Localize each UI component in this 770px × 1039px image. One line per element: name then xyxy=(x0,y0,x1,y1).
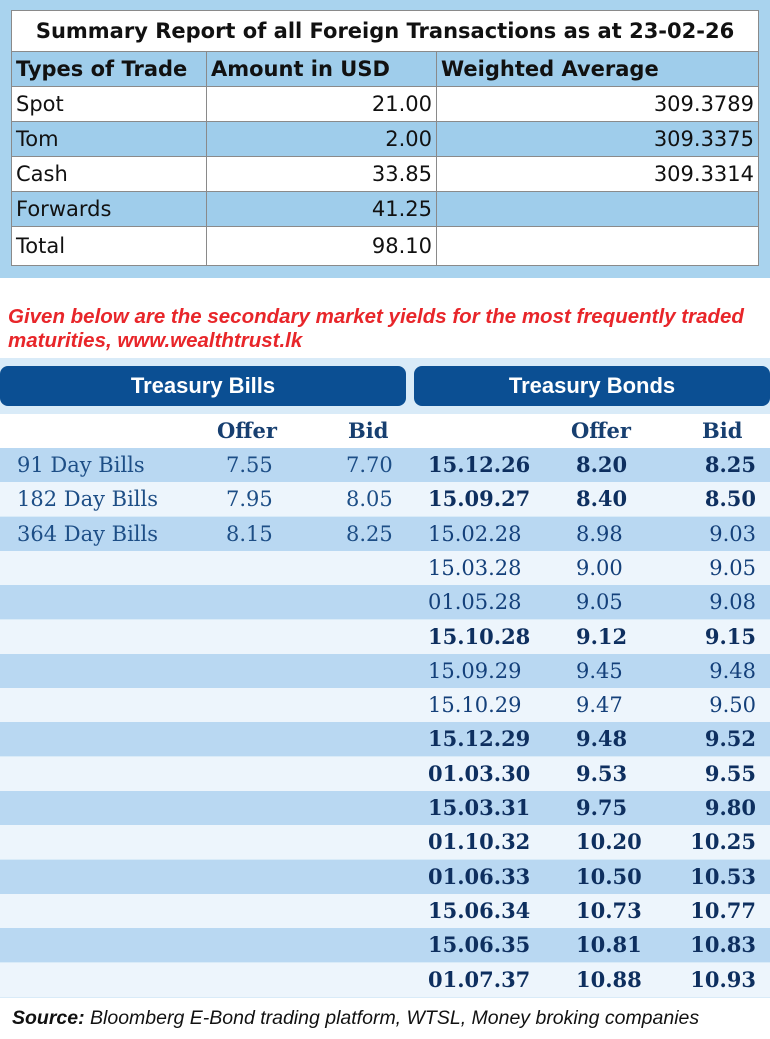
bond-offer: 9.48 xyxy=(576,726,628,752)
header-types-of-trade: Types of Trade xyxy=(12,52,207,87)
bond-offer: 10.20 xyxy=(576,829,642,855)
yield-row xyxy=(0,894,770,928)
bill-bid: 7.70 xyxy=(346,453,393,477)
yield-row xyxy=(0,757,770,791)
yield-row xyxy=(0,791,770,825)
bonds-bid-header: Bid xyxy=(702,418,743,443)
yield-row xyxy=(0,517,770,551)
trade-type: Cash xyxy=(12,157,207,192)
yield-row xyxy=(0,688,770,722)
yields-panel xyxy=(0,358,770,998)
trade-type: Total xyxy=(12,227,207,266)
bill-name: 364 Day Bills xyxy=(17,521,159,546)
bond-offer: 9.45 xyxy=(576,658,623,683)
bill-name: 182 Day Bills xyxy=(17,487,159,512)
yield-row xyxy=(0,482,770,516)
header-amount-usd: Amount in USD xyxy=(207,52,437,87)
bond-offer: 8.98 xyxy=(576,521,623,546)
report-row xyxy=(12,122,759,157)
bond-offer: 10.50 xyxy=(576,863,642,889)
report-row xyxy=(12,87,759,122)
bond-bid: 9.55 xyxy=(704,760,756,786)
bills-offer-header: Offer xyxy=(217,418,277,443)
bill-offer: 7.95 xyxy=(226,487,273,512)
bill-bid: 8.05 xyxy=(346,487,393,512)
bond-maturity: 15.12.26 xyxy=(428,452,531,477)
bond-bid: 8.25 xyxy=(704,452,756,477)
header-weighted-average: Weighted Average xyxy=(437,52,759,87)
trade-weighted-average: 309.3789 xyxy=(437,87,759,122)
intro-text: Given below are the secondary market yields for the most frequently traded maturities, www.wealthtrust.lk xyxy=(8,305,744,352)
bond-maturity: 01.07.37 xyxy=(428,966,531,992)
trade-type: Tom xyxy=(12,122,207,157)
bond-bid: 10.77 xyxy=(690,897,756,923)
bond-offer: 10.88 xyxy=(576,966,642,992)
trade-weighted-average xyxy=(437,227,759,266)
yield-row xyxy=(0,825,770,859)
bond-bid: 10.25 xyxy=(690,829,756,855)
bond-maturity: 01.03.30 xyxy=(428,760,531,786)
bond-offer: 10.73 xyxy=(576,897,642,923)
bill-bid: 8.25 xyxy=(346,521,393,546)
report-title-row xyxy=(12,11,759,52)
bills-bid-header: Bid xyxy=(348,418,389,443)
bond-maturity: 15.09.27 xyxy=(428,486,531,512)
bond-offer: 9.12 xyxy=(576,623,628,649)
trade-weighted-average xyxy=(437,192,759,227)
bond-bid: 9.15 xyxy=(704,623,756,649)
source-text: Bloomberg E-Bond trading platform, WTSL, Money broking companies xyxy=(84,1007,700,1029)
bond-offer: 8.40 xyxy=(576,486,628,512)
source-label: Source: xyxy=(12,1007,85,1029)
bill-name: 91 Day Bills xyxy=(17,453,145,477)
trade-amount: 21.00 xyxy=(207,87,437,122)
bond-bid: 9.52 xyxy=(704,726,756,752)
bond-maturity: 15.09.29 xyxy=(428,658,522,683)
yield-row xyxy=(0,620,770,654)
bond-bid: 8.50 xyxy=(704,486,756,512)
report-total-row xyxy=(12,227,759,266)
bond-bid: 9.08 xyxy=(709,590,756,615)
yields-column-header-row xyxy=(0,414,770,448)
bond-maturity: 15.02.28 xyxy=(428,521,522,546)
bill-offer: 7.55 xyxy=(226,453,273,477)
bond-bid: 10.53 xyxy=(690,863,756,889)
bond-maturity: 15.06.34 xyxy=(428,897,531,923)
yield-row xyxy=(0,928,770,962)
bonds-offer-header: Offer xyxy=(571,418,631,443)
bond-bid: 10.83 xyxy=(690,932,756,958)
bond-bid: 9.50 xyxy=(709,693,756,718)
trade-amount: 33.85 xyxy=(207,157,437,192)
yield-row xyxy=(0,585,770,619)
summary-report xyxy=(0,0,770,278)
trade-amount: 2.00 xyxy=(207,122,437,157)
bond-maturity: 01.05.28 xyxy=(428,590,522,615)
report-title: Summary Report of all Foreign Transactions as at 23-02-26 xyxy=(12,11,759,52)
trade-type: Forwards xyxy=(12,192,207,227)
yield-row xyxy=(0,654,770,688)
bond-offer: 9.53 xyxy=(576,760,628,786)
bond-maturity: 15.10.29 xyxy=(428,693,522,718)
yield-row xyxy=(0,963,770,997)
trade-weighted-average: 309.3375 xyxy=(437,122,759,157)
report-header-row xyxy=(12,52,759,87)
bond-offer: 9.00 xyxy=(576,555,623,580)
bond-offer: 9.47 xyxy=(576,693,623,718)
bond-maturity: 15.12.29 xyxy=(428,726,531,752)
report-row xyxy=(12,157,759,192)
bond-maturity: 15.03.28 xyxy=(428,555,522,580)
yield-row xyxy=(0,448,770,482)
treasury-bonds-header: Treasury Bonds xyxy=(414,366,770,406)
trade-type: Spot xyxy=(12,87,207,122)
bond-offer: 10.81 xyxy=(576,932,642,958)
bond-offer: 9.75 xyxy=(576,795,628,820)
bond-bid: 9.80 xyxy=(704,795,756,820)
bond-maturity: 15.06.35 xyxy=(428,932,531,958)
yield-row xyxy=(0,551,770,585)
bill-offer: 8.15 xyxy=(226,521,273,546)
bond-bid: 10.93 xyxy=(690,966,756,992)
bond-maturity: 01.10.32 xyxy=(428,829,531,855)
yield-row xyxy=(0,722,770,756)
summary-table xyxy=(11,10,759,266)
treasury-bills-header: Treasury Bills xyxy=(0,366,406,406)
bond-bid: 9.03 xyxy=(709,521,756,546)
bond-bid: 9.05 xyxy=(709,555,756,580)
trade-weighted-average: 309.3314 xyxy=(437,157,759,192)
bond-bid: 9.48 xyxy=(709,658,756,683)
bond-offer: 8.20 xyxy=(576,452,628,477)
yield-row xyxy=(0,860,770,894)
trade-amount: 41.25 xyxy=(207,192,437,227)
bond-maturity: 15.10.28 xyxy=(428,623,531,649)
source-note xyxy=(12,1007,764,1030)
trade-amount: 98.10 xyxy=(207,227,437,266)
bond-offer: 9.05 xyxy=(576,590,623,615)
report-row xyxy=(12,192,759,227)
bond-maturity: 01.06.33 xyxy=(428,863,531,889)
bond-maturity: 15.03.31 xyxy=(428,795,531,820)
